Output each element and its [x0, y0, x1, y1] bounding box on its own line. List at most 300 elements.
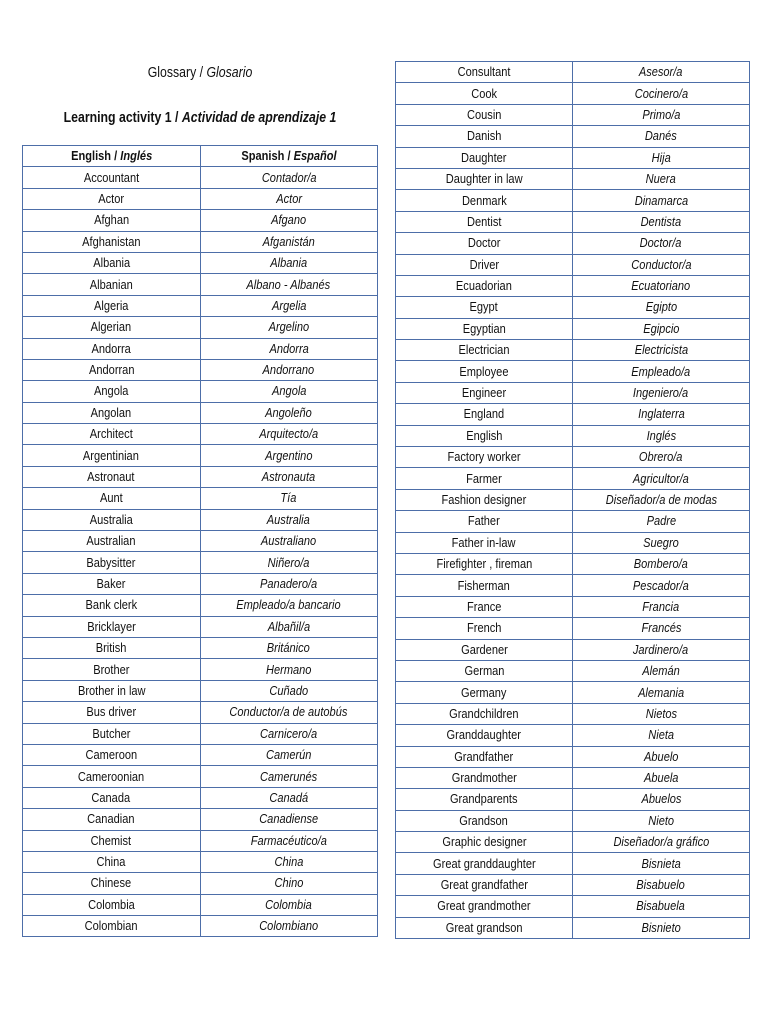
spanish-term-cell — [200, 552, 378, 573]
english-term-cell — [23, 659, 201, 680]
spanish-term-cell — [573, 104, 750, 125]
english-term: Egyptian — [462, 320, 506, 336]
spanish-term-cell — [573, 553, 750, 574]
spanish-term-cell — [573, 639, 750, 660]
spanish-term-cell — [200, 894, 378, 915]
spanish-term: Empleado/a — [631, 363, 691, 379]
english-term-cell — [23, 830, 201, 851]
spanish-term: Arquitecto/a — [259, 426, 319, 442]
spanish-term: Alemania — [637, 684, 685, 700]
english-term-cell — [396, 596, 573, 617]
english-term: Australian — [86, 533, 136, 549]
english-term-cell — [23, 531, 201, 552]
spanish-term: Abuelos — [641, 791, 681, 807]
english-term-cell — [23, 809, 201, 830]
table-row — [396, 532, 750, 553]
spanish-term: Colombia — [265, 896, 313, 912]
english-term: Angolan — [90, 404, 132, 420]
spanish-term: Conductor/a de autobús — [229, 704, 348, 720]
spanish-term-cell — [200, 787, 378, 808]
table-row — [396, 725, 750, 746]
english-term-cell — [396, 725, 573, 746]
english-term: Driver — [469, 256, 499, 272]
english-term-cell — [396, 447, 573, 468]
english-term: Gardener — [460, 641, 508, 657]
table-row — [396, 789, 750, 810]
english-term-cell — [396, 553, 573, 574]
spanish-term: Francia — [642, 598, 680, 614]
english-term-cell — [23, 873, 201, 894]
english-term-cell — [396, 254, 573, 275]
spanish-term-cell — [573, 767, 750, 788]
english-term: Fashion designer — [441, 492, 527, 507]
english-term-cell — [396, 126, 573, 147]
table-row — [23, 680, 378, 701]
spanish-term-cell — [573, 874, 750, 895]
table-row — [396, 168, 750, 189]
english-term: French — [466, 620, 502, 636]
english-term: Great granddaughter — [432, 855, 536, 871]
table-row — [23, 295, 378, 316]
spanish-term-cell — [573, 532, 750, 553]
table-row — [23, 659, 378, 680]
table-row — [23, 231, 378, 252]
table-row — [23, 702, 378, 723]
spanish-term-cell — [573, 297, 750, 318]
spanish-term-cell — [200, 338, 378, 359]
spanish-term: Farmacéutico/a — [250, 832, 327, 848]
english-term: Brother in law — [77, 682, 146, 698]
spanish-term-cell — [573, 618, 750, 639]
spanish-term-cell — [573, 254, 750, 275]
english-term: Danish — [466, 128, 502, 144]
spanish-term: Abuela — [643, 770, 679, 786]
spanish-term: Camerún — [266, 747, 312, 763]
english-term-cell — [396, 810, 573, 831]
spanish-term-cell — [200, 167, 378, 188]
spanish-term-cell — [573, 147, 750, 168]
english-term: Babysitter — [86, 554, 136, 570]
table-row — [396, 832, 750, 853]
english-term-cell — [396, 361, 573, 382]
spanish-term: Colombiano — [259, 918, 319, 934]
spanish-term-cell — [573, 832, 750, 853]
spanish-term: Agricultor/a — [633, 470, 689, 486]
english-term-cell — [23, 744, 201, 765]
table-row — [23, 210, 378, 231]
spanish-term: Actor — [275, 190, 302, 206]
spanish-term: Dinamarca — [634, 192, 688, 208]
english-term: Ecuadorian — [456, 278, 512, 294]
english-term-cell — [23, 295, 201, 316]
spanish-term-cell — [573, 596, 750, 617]
table-row — [396, 575, 750, 596]
spanish-term: Ingeniero/a — [633, 385, 689, 401]
spanish-term-cell — [573, 361, 750, 382]
spanish-term: Chino — [274, 875, 304, 891]
table-row — [396, 489, 750, 510]
english-term-cell — [23, 680, 201, 701]
english-term-cell — [23, 723, 201, 744]
table-row — [396, 340, 750, 361]
glossary-table-left — [22, 145, 378, 937]
english-term-cell — [396, 575, 573, 596]
english-term: Dentist — [466, 213, 502, 229]
english-term: Grandfather — [454, 748, 514, 764]
english-term: Algerian — [90, 319, 132, 335]
english-term: Architect — [89, 426, 133, 442]
spanish-term: Egipcio — [642, 320, 680, 336]
spanish-term-cell — [573, 746, 750, 767]
spanish-term-cell — [573, 404, 750, 425]
english-term-cell — [396, 190, 573, 211]
english-term: Daughter — [461, 149, 507, 165]
english-term-cell — [23, 188, 201, 209]
spanish-term-cell — [573, 489, 750, 510]
english-term: Farmer — [466, 470, 502, 486]
english-term: Father — [468, 513, 500, 529]
spanish-term: Angoleño — [265, 404, 313, 420]
english-term: Denmark — [461, 192, 507, 208]
english-term-cell — [23, 509, 201, 530]
spanish-term-cell — [200, 702, 378, 723]
table-row — [396, 62, 750, 83]
english-term-cell — [396, 147, 573, 168]
table-row — [23, 723, 378, 744]
spanish-term-cell — [200, 509, 378, 530]
english-term: Chemist — [90, 832, 132, 848]
spanish-term: Suegro — [643, 534, 679, 550]
table-row — [396, 896, 750, 917]
english-term-cell — [396, 532, 573, 553]
spanish-term: Primo/a — [641, 106, 681, 122]
english-term-cell — [23, 894, 201, 915]
table-row — [396, 361, 750, 382]
english-term-cell — [396, 703, 573, 724]
spanish-term: Obrero/a — [639, 449, 683, 465]
english-term-cell — [23, 402, 201, 423]
english-term-cell — [23, 702, 201, 723]
spanish-term: Doctor/a — [640, 235, 682, 251]
english-term-cell — [23, 488, 201, 509]
spanish-term-cell — [200, 573, 378, 594]
english-term: Consultant — [457, 64, 511, 80]
title-spanish: Glosario — [206, 64, 253, 81]
header-english — [23, 146, 201, 167]
table-row — [23, 916, 378, 937]
table-row — [23, 894, 378, 915]
english-term-cell — [396, 168, 573, 189]
table-row — [23, 252, 378, 273]
english-term: British — [95, 640, 127, 656]
spanish-term-cell — [200, 659, 378, 680]
english-term: Colombia — [87, 896, 135, 912]
spanish-term: Australia — [267, 511, 311, 527]
table-row — [396, 682, 750, 703]
english-term: Albanian — [89, 276, 133, 292]
english-term: Accountant — [83, 169, 139, 185]
spanish-term-cell — [573, 853, 750, 874]
english-term-cell — [23, 616, 201, 637]
table-row — [23, 573, 378, 594]
table-row — [23, 402, 378, 423]
table-row — [23, 787, 378, 808]
spanish-term-cell — [200, 873, 378, 894]
spanish-term-cell — [573, 318, 750, 339]
english-term: Employee — [459, 363, 509, 379]
table-row — [23, 274, 378, 295]
english-term: Grandparents — [450, 791, 518, 807]
table-row — [396, 639, 750, 660]
table-row — [23, 766, 378, 787]
spanish-term-cell — [200, 616, 378, 637]
english-term: Brother — [93, 661, 130, 677]
english-term-cell — [23, 231, 201, 252]
table-row — [396, 425, 750, 446]
english-term: English — [465, 427, 503, 443]
spanish-term: Andorrano — [262, 362, 315, 378]
spanish-term: Andorra — [269, 340, 309, 356]
english-term-cell — [396, 425, 573, 446]
spanish-term-cell — [573, 168, 750, 189]
spanish-term-cell — [573, 511, 750, 532]
spanish-term-cell — [573, 83, 750, 104]
header-english-label: English / — [70, 148, 120, 164]
english-term-cell — [23, 167, 201, 188]
english-term: Father in-law — [452, 534, 516, 550]
spanish-term-cell — [200, 723, 378, 744]
table-row — [23, 637, 378, 658]
spanish-term: Tía — [280, 490, 297, 506]
english-term: Electrician — [458, 342, 510, 358]
table-row — [23, 488, 378, 509]
english-term: Engineer — [461, 385, 507, 401]
english-term: Albania — [92, 255, 130, 271]
spanish-term-cell — [573, 725, 750, 746]
spanish-term-cell — [573, 340, 750, 361]
spanish-term-cell — [573, 575, 750, 596]
english-term-cell — [23, 573, 201, 594]
spanish-term: Cuñado — [269, 682, 309, 698]
english-term-cell — [23, 787, 201, 808]
english-term: Afghanistan — [82, 233, 141, 249]
spanish-term: Argentino — [265, 447, 313, 463]
table-row — [396, 318, 750, 339]
spanish-term: Albañil/a — [267, 618, 310, 634]
english-term-cell — [23, 317, 201, 338]
table-row — [396, 553, 750, 574]
english-term: Egypt — [469, 299, 499, 315]
english-term: Cook — [471, 85, 497, 101]
spanish-term: China — [274, 854, 304, 870]
glossary-left-body — [23, 167, 378, 937]
english-term-cell — [23, 381, 201, 402]
spanish-term: Diseñador/a gráfico — [613, 834, 709, 850]
english-term-cell — [396, 767, 573, 788]
english-term: Great grandmother — [437, 898, 531, 914]
spanish-term: Contador/a — [261, 169, 317, 185]
spanish-term-cell — [200, 402, 378, 423]
glossary-right-body — [396, 62, 750, 939]
english-term: Grandmother — [451, 770, 517, 786]
spanish-term-cell — [573, 425, 750, 446]
spanish-term: Egipto — [645, 299, 677, 315]
spanish-term-cell — [573, 233, 750, 254]
english-term: Granddaughter — [446, 727, 522, 743]
table-row — [396, 511, 750, 532]
spanish-term: Argelia — [271, 297, 306, 313]
english-term-cell — [396, 275, 573, 296]
spanish-term: Australiano — [261, 533, 317, 549]
english-term-cell — [396, 233, 573, 254]
spanish-term-cell — [200, 445, 378, 466]
header-spanish-label: Spanish / — [241, 148, 294, 164]
glossary-table-right — [395, 61, 750, 939]
english-term-cell — [23, 338, 201, 359]
table-row — [396, 660, 750, 681]
table-row — [396, 596, 750, 617]
english-term-cell — [23, 595, 201, 616]
spanish-term: Danés — [645, 128, 677, 144]
english-term-cell — [23, 274, 201, 295]
english-term: Bank clerk — [85, 597, 138, 613]
spanish-term-cell — [200, 188, 378, 209]
spanish-term-cell — [200, 637, 378, 658]
english-term-cell — [396, 340, 573, 361]
spanish-term: Afganistán — [262, 233, 315, 249]
table-row — [23, 466, 378, 487]
english-term: Butcher — [92, 725, 131, 741]
activity-subtitle — [54, 109, 346, 126]
english-term: England — [463, 406, 505, 422]
english-term-cell — [23, 424, 201, 445]
table-row — [23, 188, 378, 209]
spanish-term: Niñero/a — [267, 554, 310, 570]
spanish-term-cell — [200, 744, 378, 765]
english-term-cell — [396, 832, 573, 853]
english-term-cell — [396, 618, 573, 639]
english-term-cell — [23, 552, 201, 573]
spanish-term: Pescador/a — [633, 577, 689, 593]
english-term-cell — [396, 318, 573, 339]
table-row — [396, 810, 750, 831]
english-term-cell — [396, 874, 573, 895]
table-row — [396, 83, 750, 104]
english-term-cell — [396, 746, 573, 767]
english-term: Grandchildren — [449, 705, 519, 721]
table-row — [396, 767, 750, 788]
english-term-cell — [396, 682, 573, 703]
table-row — [396, 104, 750, 125]
english-term: Great grandson — [445, 919, 523, 935]
english-term: Argentinian — [83, 447, 140, 463]
spanish-term-cell — [200, 531, 378, 552]
header-english-spanish-label: Inglés — [119, 148, 152, 164]
table-row — [23, 531, 378, 552]
table-row — [396, 618, 750, 639]
english-term: Cousin — [466, 106, 502, 122]
spanish-term-cell — [573, 211, 750, 232]
english-term: Colombian — [84, 918, 138, 934]
spanish-term-cell — [200, 830, 378, 851]
table-row — [23, 830, 378, 851]
english-term-cell — [23, 637, 201, 658]
title-english: Glossary / — [147, 64, 207, 81]
english-term: Daughter in law — [445, 171, 523, 187]
spanish-term-cell — [573, 917, 750, 938]
table-row — [396, 703, 750, 724]
english-term-cell — [396, 211, 573, 232]
english-term: Canada — [91, 789, 131, 805]
spanish-term-cell — [200, 851, 378, 872]
spanish-term: Asesor/a — [639, 64, 683, 80]
english-term: Great grandfather — [440, 877, 528, 893]
english-term-cell — [23, 851, 201, 872]
table-row — [23, 167, 378, 188]
english-term: Andorran — [88, 362, 134, 378]
spanish-term-cell — [200, 274, 378, 295]
english-term: Doctor — [467, 235, 501, 251]
english-term: Firefighter , fireman — [436, 556, 532, 572]
table-row — [396, 468, 750, 489]
english-term-cell — [396, 489, 573, 510]
spanish-term-cell — [200, 466, 378, 487]
english-term: Australia — [89, 511, 133, 527]
spanish-term: Inglaterra — [637, 406, 685, 422]
table-row — [396, 382, 750, 403]
spanish-term-cell — [573, 896, 750, 917]
spanish-term: Padre — [646, 513, 676, 529]
spanish-term: Astronauta — [262, 469, 316, 485]
spanish-term-cell — [573, 789, 750, 810]
spanish-term: Albano - Albanés — [246, 276, 331, 292]
english-term: Grandson — [459, 812, 509, 828]
english-term: China — [96, 854, 126, 870]
spanish-term-cell — [200, 252, 378, 273]
spanish-term-cell — [200, 809, 378, 830]
table-row — [396, 404, 750, 425]
table-row — [23, 595, 378, 616]
table-row — [396, 147, 750, 168]
spanish-term-cell — [200, 424, 378, 445]
spanish-term: Nuera — [645, 171, 677, 187]
spanish-term: Argelino — [268, 319, 310, 335]
english-term-cell — [396, 83, 573, 104]
spanish-term-cell — [200, 680, 378, 701]
spanish-term: Camerunés — [260, 768, 318, 784]
spanish-term: Nietos — [645, 705, 677, 721]
english-term: Angola — [94, 383, 129, 399]
spanish-term: Diseñador/a de modas — [605, 492, 717, 507]
spanish-term-cell — [573, 382, 750, 403]
spanish-term: Albania — [270, 255, 308, 271]
spanish-term: Carnicero/a — [260, 725, 318, 741]
english-term-cell — [396, 104, 573, 125]
spanish-term-cell — [200, 231, 378, 252]
english-term: Aunt — [99, 490, 123, 506]
english-term-cell — [396, 297, 573, 318]
header-spanish-spanish-label: Español — [293, 148, 337, 164]
spanish-term: Hija — [651, 149, 671, 165]
english-term: Cameroon — [85, 747, 138, 763]
table-row — [23, 317, 378, 338]
english-term: Graphic designer — [441, 834, 527, 850]
spanish-term-cell — [573, 447, 750, 468]
english-term: Astronaut — [87, 469, 135, 485]
spanish-term: Inglés — [646, 427, 676, 443]
spanish-term-cell — [200, 317, 378, 338]
spanish-term-cell — [573, 62, 750, 83]
